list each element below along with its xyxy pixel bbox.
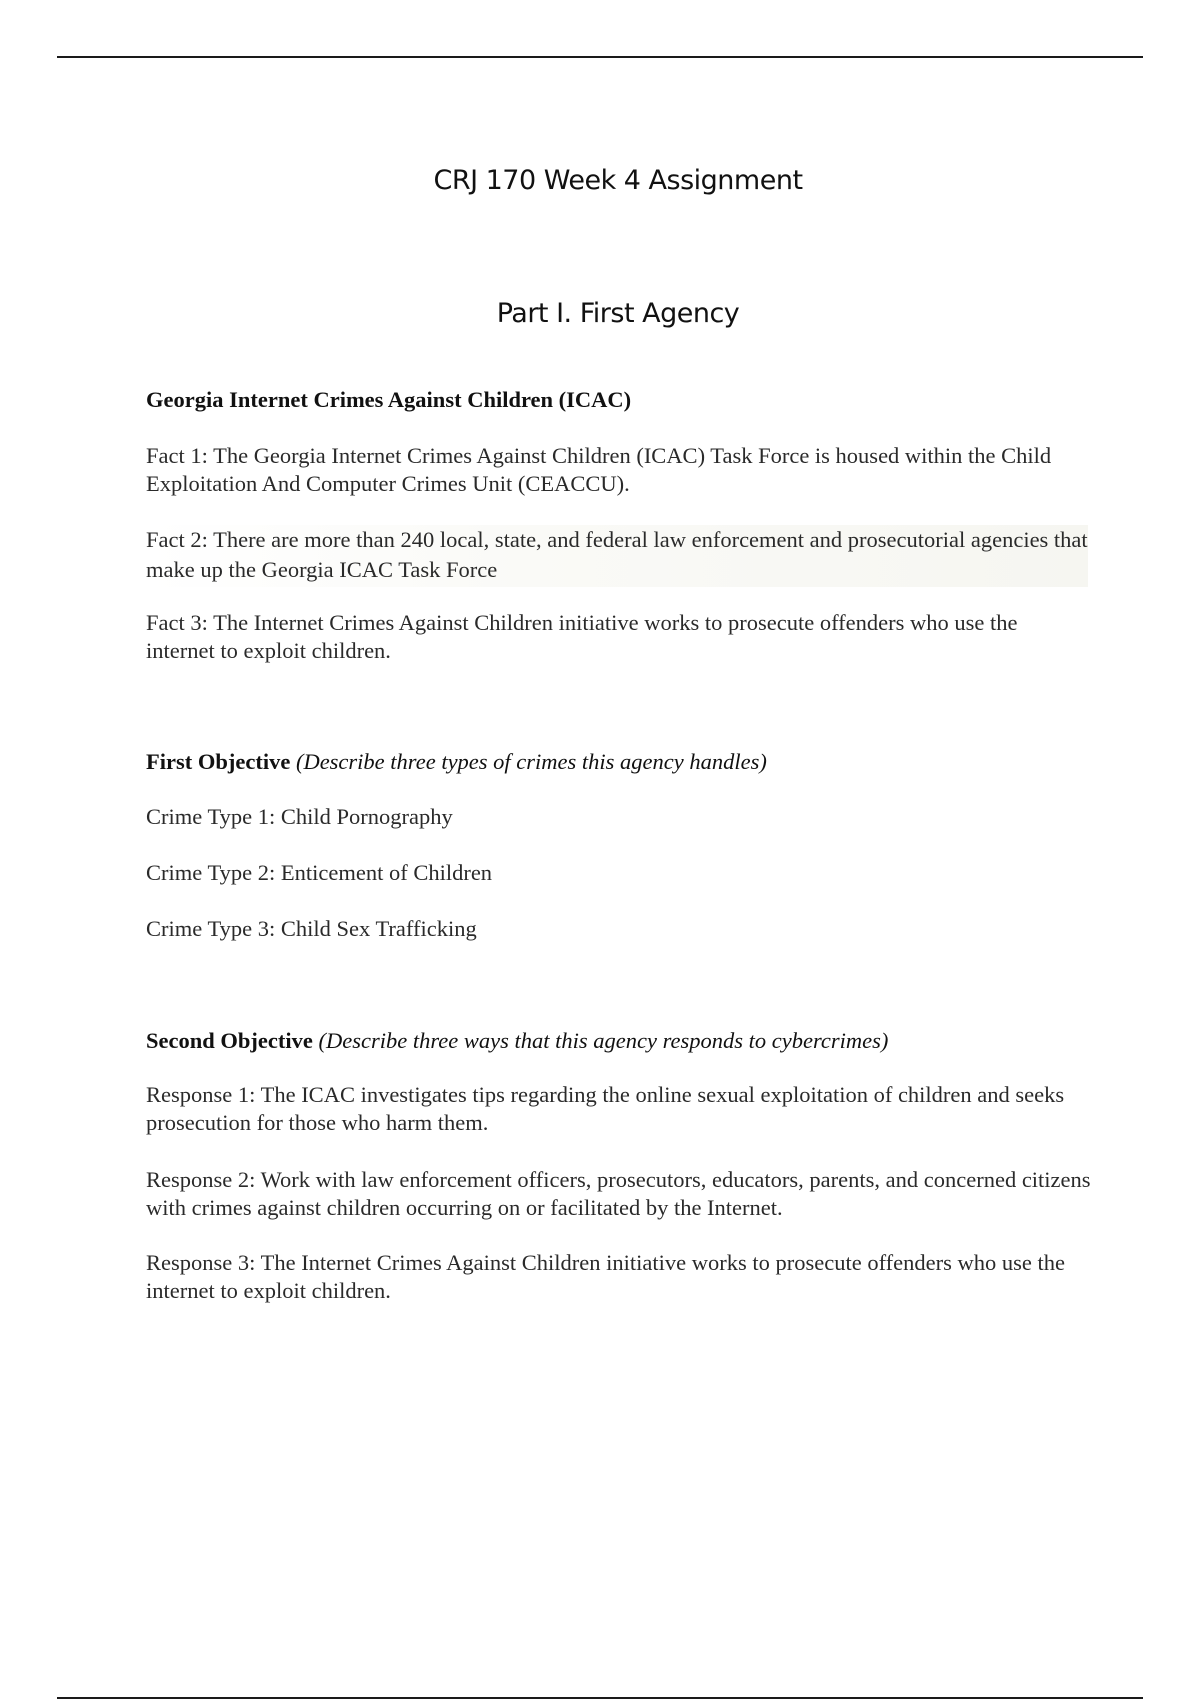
- response-1: Response 1: The ICAC investigates tips regarding the online sexual exploitation of children and seeks prosecution for those who harm them.: [146, 1081, 1065, 1135]
- first-objective-heading: [146, 748, 1091, 776]
- second-objective-hint: (Describe three ways that this agency responds to cybercrimes): [318, 1027, 889, 1053]
- crime-type-3: Crime Type 3: Child Sex Trafficking: [146, 915, 477, 941]
- agency-name: Georgia Internet Crimes Against Children (ICAC): [146, 386, 632, 412]
- first-objective-hint: (Describe three types of crimes this agency handles): [295, 748, 767, 774]
- part-title: Part I. First Agency: [496, 298, 740, 329]
- response-3: Response 3: The Internet Crimes Against Children initiative works to prosecute offenders who use the internet to exploit children.: [146, 1249, 1065, 1303]
- fact-3: Fact 3: The Internet Crimes Against Children initiative works to prosecute offenders who use the internet to exploit children.: [146, 609, 1018, 663]
- fact-2: Fact 2: There are more than 240 local, state, and federal law enforcement and prosecutorial agencies that make up the Georgia ICAC Task Force: [146, 525, 1088, 587]
- header-rule: [57, 56, 1143, 58]
- footer-rule: [57, 1697, 1143, 1699]
- crime-type-1: Crime Type 1: Child Pornography: [146, 803, 453, 829]
- response-2: Response 2: Work with law enforcement officers, prosecutors, educators, parents, and concerned citizens with crimes against children occurring on or facilitated by the Internet.: [146, 1166, 1091, 1220]
- document-title: CRJ 170 Week 4 Assignment: [433, 165, 803, 196]
- crime-type-2: Crime Type 2: Enticement of Children: [146, 859, 493, 885]
- second-objective-label: Second Objective: [146, 1027, 313, 1053]
- fact-1: Fact 1: The Georgia Internet Crimes Against Children (ICAC) Task Force is housed within the Child Exploitation And Computer Crimes Unit (CEACCU).: [146, 442, 1052, 496]
- first-objective-label: First Objective: [146, 748, 291, 774]
- second-objective-heading: [146, 1027, 1091, 1055]
